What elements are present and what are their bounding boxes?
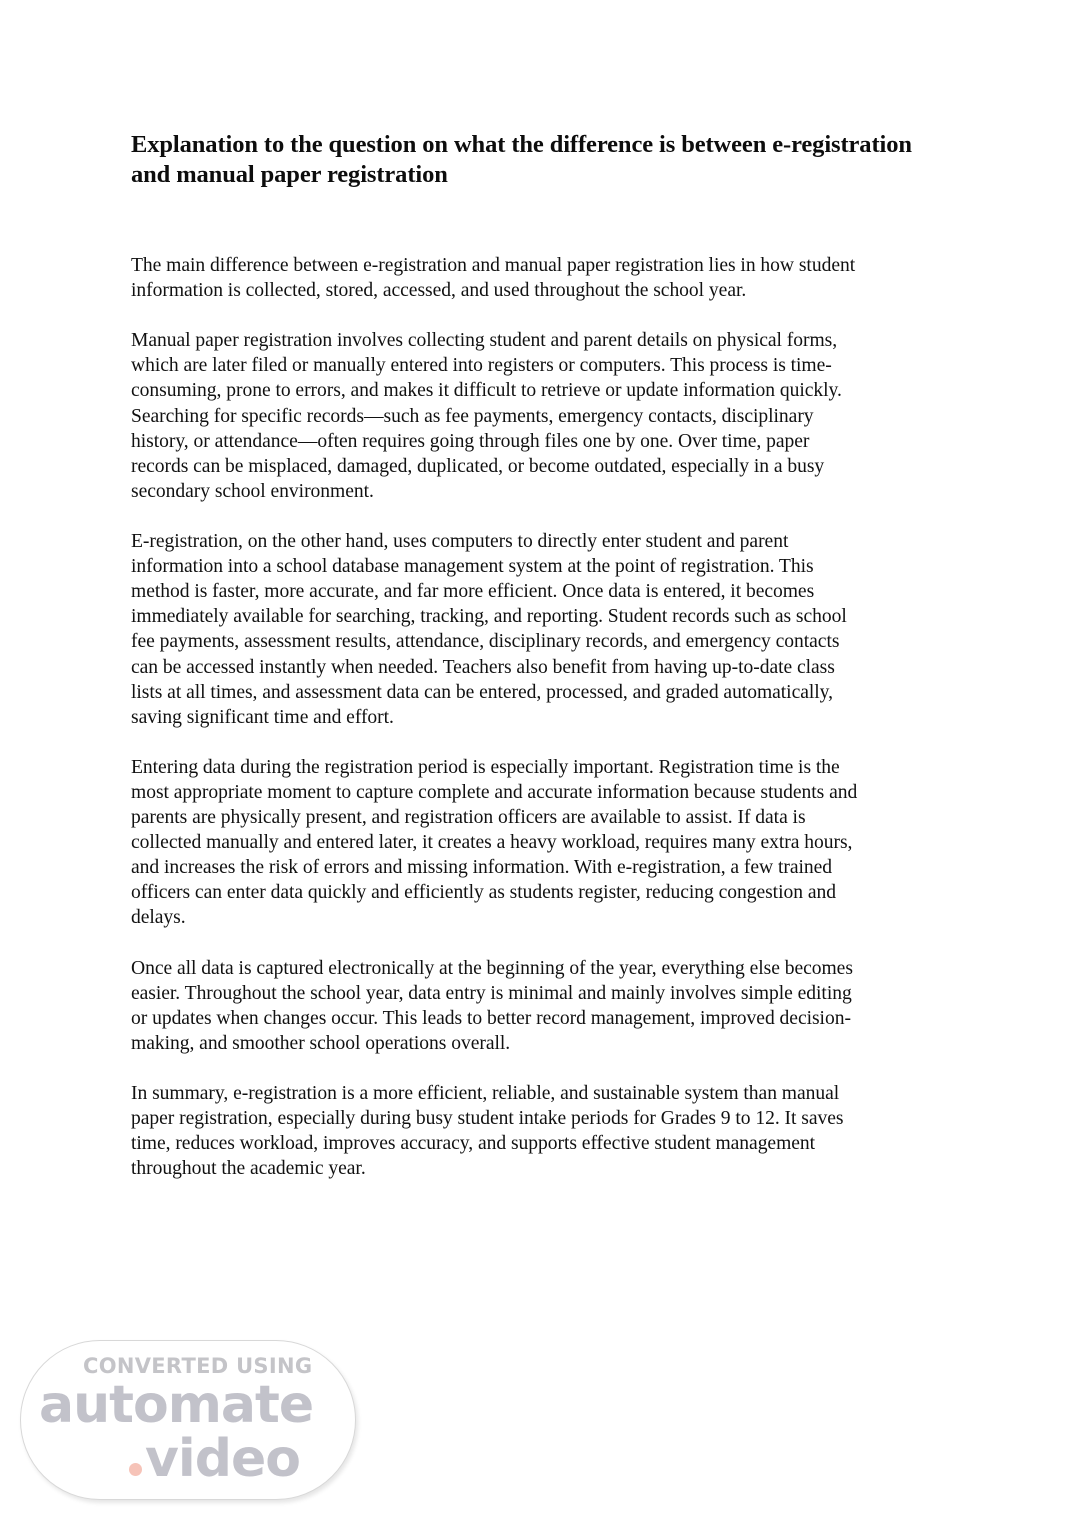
paragraph-manual-registration [131, 328, 961, 504]
paragraph-summary [131, 1081, 961, 1181]
text-line: Once all data is captured electronically at the beginning of the year, everything else becomes [131, 957, 853, 979]
text-line: easier. Throughout the school year, data entry is minimal and mainly involves simple editing [131, 982, 852, 1004]
text-line: or updates when changes occur. This leads to better record management, improved decision- [131, 1007, 851, 1029]
text-line: information is collected, stored, accessed, and used throughout the school year. [131, 280, 747, 302]
watermark-video-line [129, 1429, 300, 1489]
document-title [131, 130, 961, 190]
watermark-automate-text: automate [39, 1375, 314, 1435]
converter-watermark-badge [20, 1340, 356, 1500]
document-page [131, 130, 961, 1207]
text-line: most appropriate moment to capture complete and accurate information because students and [131, 781, 858, 803]
text-line: E-registration, on the other hand, uses computers to directly enter student and parent [131, 531, 789, 553]
text-line: information into a school database management system at the point of registration. This [131, 556, 814, 578]
text-line: Entering data during the registration period is especially important. Registration time is the [131, 756, 840, 778]
text-line: lists at all times, and assessment data can be entered, processed, and graded automatically, [131, 681, 833, 703]
paragraph-intro [131, 253, 961, 303]
text-line: In summary, e-registration is a more efficient, reliable, and sustainable system than manual [131, 1083, 840, 1105]
text-line: parents are physically present, and registration officers are available to assist. If data is [131, 807, 806, 829]
paragraph-electronic-capture [131, 956, 961, 1056]
title-line: Explanation to the question on what the difference is between e-registration [131, 131, 912, 158]
title-line: and manual paper registration [131, 161, 448, 188]
paragraph-e-registration [131, 529, 961, 730]
watermark-converted-using-text: CONVERTED USING [83, 1354, 313, 1378]
text-line: The main difference between e-registration and manual paper registration lies in how student [131, 255, 856, 276]
text-line: immediately available for searching, tracking, and reporting. Student records such as school [131, 606, 847, 628]
text-line: secondary school environment. [131, 480, 374, 502]
text-line: fee payments, assessment results, attendance, disciplinary records, and emergency contacts [131, 631, 840, 653]
text-line: throughout the academic year. [131, 1158, 366, 1180]
text-line: which are later filed or manually entered into registers or computers. This process is time- [131, 355, 832, 377]
text-line: consuming, prone to errors, and makes it difficult to retrieve or update information quickly. [131, 380, 842, 402]
text-line: paper registration, especially during busy student intake periods for Grades 9 to 12. It saves [131, 1108, 844, 1130]
text-line: delays. [131, 907, 186, 929]
dot-icon [129, 1463, 142, 1476]
text-line: officers can enter data quickly and efficiently as students register, reducing congestion and [131, 882, 836, 904]
text-line: and increases the risk of errors and missing information. With e-registration, a few trained [131, 857, 833, 879]
text-line: collected manually and entered later, it creates a heavy workload, requires many extra hours, [131, 832, 853, 854]
text-line: history, or attendance—often requires going through files one by one. Over time, paper [131, 430, 810, 452]
text-line: time, reduces workload, improves accuracy, and supports effective student management [131, 1133, 816, 1155]
text-line: Searching for specific records—such as fee payments, emergency contacts, disciplinary [131, 405, 814, 427]
paragraph-registration-period [131, 755, 961, 931]
watermark-video-text: video [145, 1429, 300, 1489]
text-line: method is faster, more accurate, and far more efficient. Once data is entered, it becomes [131, 581, 815, 603]
text-line: making, and smoother school operations overall. [131, 1032, 511, 1054]
text-line: saving significant time and effort. [131, 706, 394, 728]
text-line: records can be misplaced, damaged, duplicated, or become outdated, especially in a busy [131, 455, 825, 477]
text-line: Manual paper registration involves collecting student and parent details on physical forms, [131, 330, 838, 352]
text-line: can be accessed instantly when needed. Teachers also benefit from having up-to-date class [131, 656, 835, 678]
